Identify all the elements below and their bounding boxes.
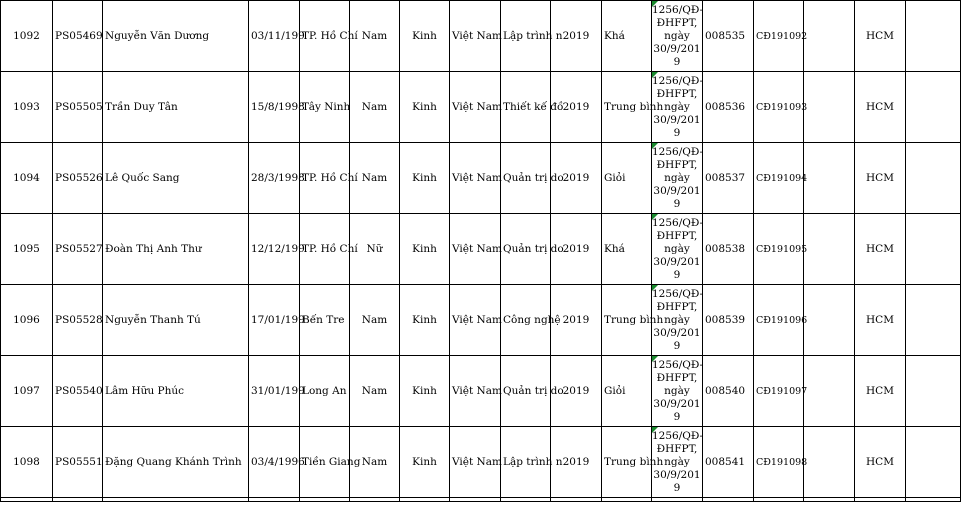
text-number-warning-icon: [652, 214, 658, 220]
cell-nationality[interactable]: Việt Nam: [450, 427, 501, 498]
cell-major[interactable]: Quản trị do: [501, 143, 551, 214]
decision-line: ngày: [664, 455, 690, 468]
cell-student-code[interactable]: PS05526: [53, 143, 103, 214]
decision-line: 1256/QĐ-: [652, 74, 704, 87]
cell-stt[interactable]: 1094: [1, 143, 53, 214]
cell-ethnicity[interactable]: Kinh: [400, 356, 450, 427]
cell-empty[interactable]: [754, 498, 804, 502]
decision-line: 9: [673, 481, 681, 494]
cell-student-code[interactable]: PS05551: [53, 427, 103, 498]
decision-line: 9: [673, 339, 681, 352]
cell-nationality[interactable]: Việt Nam: [450, 356, 501, 427]
decision-line: 30/9/201: [653, 468, 701, 481]
cell-registry-number[interactable]: CĐ191097: [754, 356, 804, 427]
cell-graduation-year[interactable]: 2019: [551, 1, 602, 72]
cell-date-of-birth[interactable]: 28/3/1998: [249, 143, 300, 214]
cell-birthplace[interactable]: Tiền Giang: [300, 427, 350, 498]
cell-empty[interactable]: [804, 1, 855, 72]
decision-line: 1256/QĐ-: [652, 287, 704, 300]
table-row: [1, 143, 961, 214]
text-number-warning-icon: [652, 285, 658, 291]
decision-line: ngày: [664, 242, 690, 255]
cell-empty[interactable]: [906, 498, 961, 502]
cell-rank[interactable]: Trung bình: [602, 72, 652, 143]
cell-registry-number[interactable]: CĐ191092: [754, 1, 804, 72]
cell-graduation-year[interactable]: 2019: [551, 72, 602, 143]
cell-student-code[interactable]: PS05527: [53, 214, 103, 285]
cell-decision[interactable]: [652, 143, 703, 214]
cell-campus[interactable]: HCM: [855, 427, 906, 498]
table-row: [1, 72, 961, 143]
cell-gender[interactable]: Nam: [350, 72, 400, 143]
decision-line: ĐHFPT,: [656, 87, 698, 100]
cell-rank[interactable]: Khá: [602, 1, 652, 72]
cell-certificate-number[interactable]: 008535: [703, 1, 754, 72]
cell-ethnicity[interactable]: Kinh: [400, 72, 450, 143]
decision-line: ĐHFPT,: [656, 158, 698, 171]
cell-empty[interactable]: [906, 143, 961, 214]
table-row: [1, 1, 961, 72]
cell-empty[interactable]: [804, 72, 855, 143]
cell-empty[interactable]: [501, 498, 551, 502]
cell-registry-number[interactable]: CĐ191096: [754, 285, 804, 356]
cell-stt[interactable]: 1095: [1, 214, 53, 285]
cell-full-name[interactable]: Trần Duy Tân: [103, 72, 249, 143]
cell-nationality[interactable]: Việt Nam: [450, 72, 501, 143]
cell-major[interactable]: Thiết kế đồ: [501, 72, 551, 143]
cell-student-code[interactable]: PS05528: [53, 285, 103, 356]
cell-empty[interactable]: [804, 498, 855, 502]
decision-line: 9: [673, 410, 681, 423]
cell-empty[interactable]: [906, 1, 961, 72]
decision-line: 30/9/201: [653, 255, 701, 268]
cell-empty[interactable]: [804, 285, 855, 356]
cell-decision[interactable]: [652, 356, 703, 427]
decision-line: 1256/QĐ-: [652, 3, 704, 16]
cell-gender[interactable]: Nữ: [350, 214, 400, 285]
cell-ethnicity[interactable]: Kinh: [400, 1, 450, 72]
cell-empty[interactable]: [906, 427, 961, 498]
cell-student-code[interactable]: PS05540: [53, 356, 103, 427]
cell-graduation-year[interactable]: 2019: [551, 427, 602, 498]
cell-empty[interactable]: [1, 498, 53, 502]
cell-graduation-year[interactable]: 2019: [551, 285, 602, 356]
cell-date-of-birth[interactable]: 12/12/199: [249, 214, 300, 285]
cell-birthplace[interactable]: Bến Tre: [300, 285, 350, 356]
cell-nationality[interactable]: Việt Nam: [450, 1, 501, 72]
cell-empty[interactable]: [804, 214, 855, 285]
cell-ethnicity[interactable]: Kinh: [400, 427, 450, 498]
cell-ethnicity[interactable]: Kinh: [400, 214, 450, 285]
cell-empty[interactable]: [300, 498, 350, 502]
cell-date-of-birth[interactable]: 03/11/199: [249, 1, 300, 72]
decision-line: ĐHFPT,: [656, 300, 698, 313]
cell-major[interactable]: Quản trị do: [501, 214, 551, 285]
cell-empty[interactable]: [249, 498, 300, 502]
cell-decision[interactable]: [652, 1, 703, 72]
cell-empty[interactable]: [906, 285, 961, 356]
cell-empty[interactable]: [551, 498, 602, 502]
decision-line: 1256/QĐ-: [652, 429, 704, 442]
decision-line: ĐHFPT,: [656, 229, 698, 242]
cell-student-code[interactable]: PS05469: [53, 1, 103, 72]
table-row-partial: [1, 498, 961, 502]
cell-stt[interactable]: 1097: [1, 356, 53, 427]
cell-nationality[interactable]: Việt Nam: [450, 214, 501, 285]
text-number-warning-icon: [652, 1, 658, 7]
cell-registry-number[interactable]: CĐ191093: [754, 72, 804, 143]
decision-line: 30/9/201: [653, 397, 701, 410]
cell-gender[interactable]: Nam: [350, 1, 400, 72]
cell-campus[interactable]: HCM: [855, 143, 906, 214]
cell-birthplace[interactable]: Long An: [300, 356, 350, 427]
cell-empty[interactable]: [906, 214, 961, 285]
decision-line: 1256/QĐ-: [652, 358, 704, 371]
cell-empty[interactable]: [804, 356, 855, 427]
table-row: [1, 214, 961, 285]
cell-rank[interactable]: Khá: [602, 214, 652, 285]
cell-gender[interactable]: Nam: [350, 356, 400, 427]
cell-certificate-number[interactable]: 008540: [703, 356, 754, 427]
cell-empty[interactable]: [53, 498, 103, 502]
cell-registry-number[interactable]: CĐ191095: [754, 214, 804, 285]
cell-stt[interactable]: 1093: [1, 72, 53, 143]
cell-empty[interactable]: [703, 498, 754, 502]
table-row: [1, 285, 961, 356]
cell-empty[interactable]: [602, 498, 652, 502]
decision-line: 9: [673, 268, 681, 281]
cell-empty[interactable]: [906, 356, 961, 427]
cell-empty[interactable]: [450, 498, 501, 502]
cell-nationality[interactable]: Việt Nam: [450, 143, 501, 214]
decision-line: ngày: [664, 313, 690, 326]
cell-certificate-number[interactable]: 008539: [703, 285, 754, 356]
text-number-warning-icon: [652, 427, 658, 433]
cell-gender[interactable]: Nam: [350, 285, 400, 356]
cell-rank[interactable]: Giỏi: [602, 143, 652, 214]
decision-line: 1256/QĐ-: [652, 216, 704, 229]
cell-campus[interactable]: HCM: [855, 285, 906, 356]
cell-ethnicity[interactable]: Kinh: [400, 285, 450, 356]
cell-major[interactable]: Lập trình n: [501, 1, 551, 72]
cell-full-name[interactable]: Nguyễn Thanh Tú: [103, 285, 249, 356]
cell-certificate-number[interactable]: 008536: [703, 72, 754, 143]
cell-ethnicity[interactable]: Kinh: [400, 143, 450, 214]
cell-decision[interactable]: [652, 214, 703, 285]
cell-empty[interactable]: [103, 498, 249, 502]
text-number-warning-icon: [652, 356, 658, 362]
cell-birthplace[interactable]: TP. Hồ Chí: [300, 1, 350, 72]
cell-full-name[interactable]: Lâm Hữu Phúc: [103, 356, 249, 427]
cell-empty[interactable]: [350, 498, 400, 502]
cell-stt[interactable]: 1092: [1, 1, 53, 72]
decision-line: ngày: [664, 100, 690, 113]
cell-major[interactable]: Quản trị do: [501, 356, 551, 427]
cell-gender[interactable]: Nam: [350, 427, 400, 498]
cell-certificate-number[interactable]: 008541: [703, 427, 754, 498]
cell-certificate-number[interactable]: 008537: [703, 143, 754, 214]
text-number-warning-icon: [652, 143, 658, 149]
cell-major[interactable]: Lập trình n: [501, 427, 551, 498]
cell-stt[interactable]: 1098: [1, 427, 53, 498]
cell-rank[interactable]: Trung bình: [602, 427, 652, 498]
cell-empty[interactable]: [906, 72, 961, 143]
cell-empty[interactable]: [400, 498, 450, 502]
cell-full-name[interactable]: Nguyễn Văn Dương: [103, 1, 249, 72]
cell-full-name[interactable]: Đặng Quang Khánh Trình: [103, 427, 249, 498]
cell-birthplace[interactable]: TP. Hồ Chí: [300, 214, 350, 285]
table-row: [1, 427, 961, 498]
cell-certificate-number[interactable]: 008538: [703, 214, 754, 285]
decision-line: ngày: [664, 171, 690, 184]
cell-registry-number[interactable]: CĐ191094: [754, 143, 804, 214]
decision-line: 30/9/201: [653, 326, 701, 339]
cell-rank[interactable]: Giỏi: [602, 356, 652, 427]
decision-line: ĐHFPT,: [656, 371, 698, 384]
decision-line: ngày: [664, 29, 690, 42]
decision-line: ĐHFPT,: [656, 16, 698, 29]
cell-empty[interactable]: [652, 498, 703, 502]
cell-campus[interactable]: HCM: [855, 1, 906, 72]
cell-rank[interactable]: Trung bình: [602, 285, 652, 356]
cell-campus[interactable]: HCM: [855, 214, 906, 285]
decision-line: ĐHFPT,: [656, 442, 698, 455]
cell-full-name[interactable]: Lê Quốc Sang: [103, 143, 249, 214]
text-number-warning-icon: [652, 72, 658, 78]
decision-line: 30/9/201: [653, 113, 701, 126]
cell-birthplace[interactable]: Tây Ninh: [300, 72, 350, 143]
cell-decision[interactable]: [652, 427, 703, 498]
cell-full-name[interactable]: Đoàn Thị Anh Thư: [103, 214, 249, 285]
cell-decision[interactable]: [652, 285, 703, 356]
cell-graduation-year[interactable]: 2019: [551, 214, 602, 285]
table-row: [1, 356, 961, 427]
cell-campus[interactable]: HCM: [855, 72, 906, 143]
cell-empty[interactable]: [855, 498, 906, 502]
cell-gender[interactable]: Nam: [350, 143, 400, 214]
cell-graduation-year[interactable]: 2019: [551, 356, 602, 427]
decision-line: 9: [673, 126, 681, 139]
cell-student-code[interactable]: PS05505: [53, 72, 103, 143]
decision-line: 9: [673, 55, 681, 68]
cell-nationality[interactable]: Việt Nam: [450, 285, 501, 356]
decision-line: 9: [673, 197, 681, 210]
cell-birthplace[interactable]: TP. Hồ Chí: [300, 143, 350, 214]
cell-registry-number[interactable]: CĐ191098: [754, 427, 804, 498]
decision-line: 30/9/201: [653, 42, 701, 55]
decision-line: ngày: [664, 384, 690, 397]
cell-date-of-birth[interactable]: 03/4/1996: [249, 427, 300, 498]
cell-campus[interactable]: HCM: [855, 356, 906, 427]
cell-decision[interactable]: [652, 72, 703, 143]
cell-date-of-birth[interactable]: 31/01/199: [249, 356, 300, 427]
decision-line: 30/9/201: [653, 184, 701, 197]
decision-line: 1256/QĐ-: [652, 145, 704, 158]
cell-empty[interactable]: [804, 143, 855, 214]
cell-major[interactable]: Công nghệ: [501, 285, 551, 356]
cell-stt[interactable]: 1096: [1, 285, 53, 356]
cell-empty[interactable]: [804, 427, 855, 498]
cell-date-of-birth[interactable]: 17/01/199: [249, 285, 300, 356]
cell-graduation-year[interactable]: 2019: [551, 143, 602, 214]
cell-date-of-birth[interactable]: 15/8/1998: [249, 72, 300, 143]
